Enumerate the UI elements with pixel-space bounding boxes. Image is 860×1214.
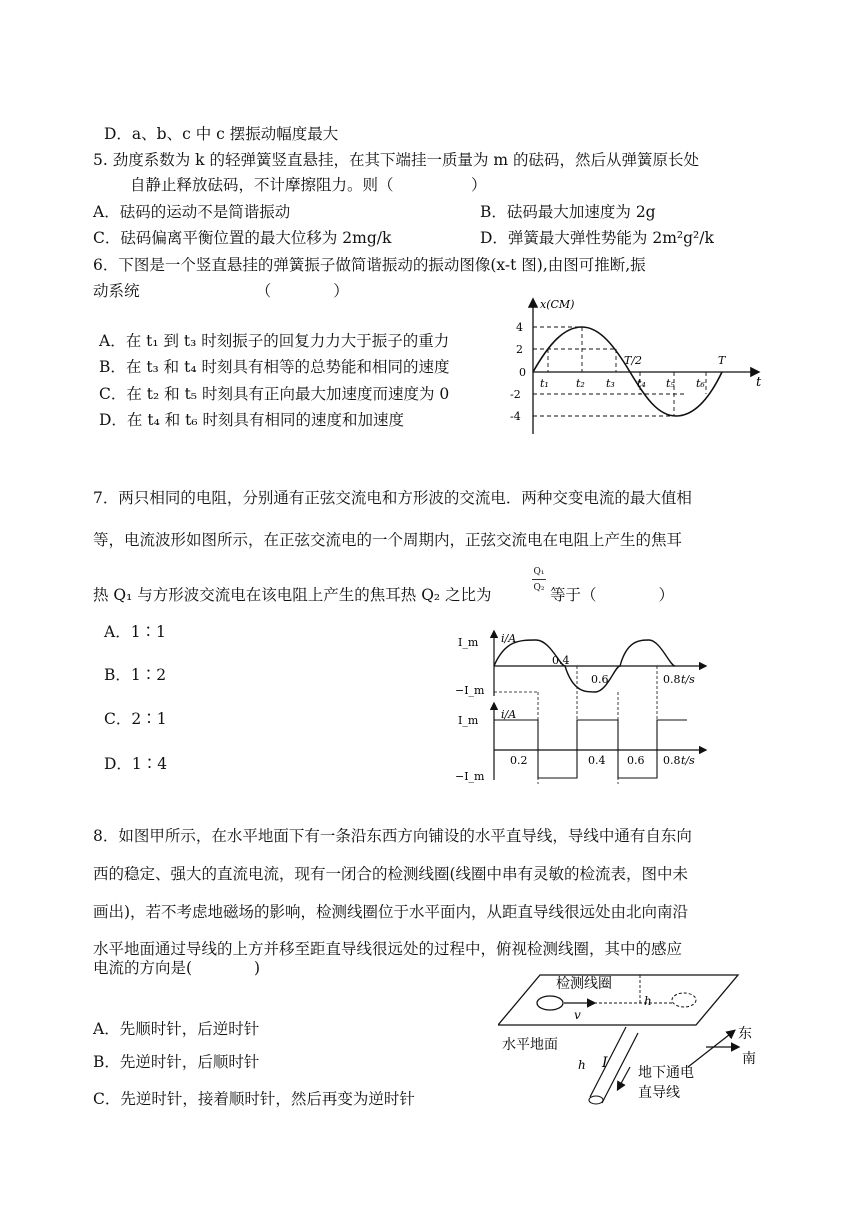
q7-ratio-denominator: Q₂ — [533, 583, 545, 593]
q8-ground-plane — [498, 975, 738, 1025]
q6-option-d: D．在 t₄ 和 t₆ 时刻具有相同的速度和加速度 — [99, 411, 405, 429]
q6-ytick-neg2: -2 — [510, 388, 521, 401]
q6-stem-line2: 动系统 （ ） — [93, 282, 349, 300]
q6-option-b: B．在 t₃ 和 t₄ 时刻具有相等的总势能和相同的速度 — [99, 358, 450, 376]
q7-square-wave — [494, 720, 687, 778]
q6-ytick-neg4: -4 — [510, 410, 521, 423]
q7-square-ylabel: i/A — [501, 708, 517, 721]
q8-current-arrow — [618, 1067, 630, 1089]
q6-xtick-t1: t₁ — [540, 377, 549, 390]
q8-v-label: v — [574, 1008, 581, 1022]
q6-stem-line1: 6．下图是一个竖直悬挂的弹簧振子做简谐振动的振动图像(x-t 图),由图可推断,振 — [93, 256, 646, 274]
q7-option-b: B．1∶2 — [104, 666, 167, 684]
q7-stem-line3b: 等于（ ） — [550, 586, 675, 604]
q7-ratio-bar — [532, 579, 546, 580]
q7-sine-im: I_m — [458, 636, 479, 649]
q8-option-c: C．先逆时针，接着顺时针，然后再变为逆时针 — [93, 1090, 415, 1108]
q7-square-xunit: t/s — [681, 754, 695, 767]
q8-current-label: I — [602, 1055, 608, 1071]
q7-sine-xunit: t/s — [681, 673, 695, 686]
q8-stem-line1: 8．如图甲所示，在水平地面下有一条沿东西方向铺设的水平直导线，导线中通有自东向 — [93, 827, 692, 845]
q6-period: T — [718, 354, 726, 367]
q7-square-tick-04: 0.4 — [588, 754, 606, 767]
q5-option-b: B．砝码最大加速度为 2g — [480, 203, 656, 221]
q8-east-arrow — [688, 1031, 734, 1067]
q7-ratio-numerator: Q₁ — [533, 567, 545, 577]
q8-wire — [589, 1027, 638, 1104]
q7-sine-tick-08: 0.8 — [663, 673, 681, 686]
q6-ytick-0: 0 — [519, 366, 526, 379]
q6-ylabel: x(CM) — [540, 298, 575, 311]
q6-option-c: C．在 t₂ 和 t₅ 时刻具有正向最大加速度而速度为 0 — [99, 385, 450, 403]
q5-stem-line1: 5. 劲度系数为 k 的轻弹簧竖直悬挂，在其下端挂一质量为 m 的砝码，然后从弹簧原长处 — [93, 151, 700, 169]
q8-stem-line3: 画出)，若不考虑地磁场的影响，检测线圈位于水平面内，从距直导线很远处由北向南沿 — [93, 903, 689, 921]
q5-option-c: C．砝码偏离平衡位置的最大位移为 2mg/k — [93, 229, 392, 247]
q5-option-d: D．弹簧最大弹性势能为 2m²g²/k — [480, 229, 714, 247]
q8-option-a: A．先顺时针，后逆时针 — [93, 1020, 260, 1038]
q7-square-tick-08: 0.8 — [663, 754, 681, 767]
q7-sine-neg-im: −I_m — [455, 684, 485, 697]
q6-xtick-t4: t₄ — [637, 377, 646, 390]
q6-option-a: A．在 t₁ 到 t₃ 时刻振子的回复力力大于振子的重力 — [99, 332, 450, 350]
q6-xtick-t3: t₃ — [606, 377, 615, 390]
q7-square-tick-06: 0.6 — [627, 754, 645, 767]
q7-square-neg-im: −I_m — [455, 770, 485, 783]
q8-stem-line2: 西的稳定、强大的直流电流，现有一闭合的检测线圈(线圈中串有灵敏的检流表，图中未 — [93, 865, 689, 883]
q6-ytick-4: 4 — [516, 321, 523, 334]
q6-xt-graph — [500, 292, 770, 437]
q7-current-graphs — [455, 628, 715, 784]
q6-half-period: T/2 — [624, 354, 643, 367]
q8-ground-label: 水平地面 — [502, 1037, 558, 1053]
q7-option-c: C．2∶1 — [104, 710, 167, 728]
q6-xtick-t6: t₆ — [696, 377, 705, 390]
q8-coil-dashed — [672, 993, 696, 1007]
q8-coil — [537, 996, 563, 1010]
q8-stem-line5: 电流的方向是( ) — [93, 959, 261, 977]
q8-option-b: B．先逆时针，后顺时针 — [93, 1053, 260, 1071]
q7-stem-line2: 等，电流波形如图所示，在正弦交流电的一个周期内，正弦交流电在电阻上产生的焦耳 — [93, 531, 683, 549]
q5-option-a: A．砝码的运动不是简谐振动 — [93, 203, 291, 221]
q4-option-d: D．a、b、c 中 c 摆振动幅度最大 — [104, 125, 339, 143]
q7-sine-ylabel: i/A — [501, 632, 517, 645]
q8-h-side: h — [578, 1058, 586, 1072]
q5-stem-line2: 自静止释放砝码，不计摩擦阻力。则（ ） — [130, 176, 487, 194]
q8-coil-label: 检测线圈 — [556, 976, 612, 992]
q7-square-tick-02: 0.2 — [510, 754, 528, 767]
q7-sine-tick-04: 0.4 — [552, 654, 570, 667]
q8-east-label: 东 — [738, 1026, 752, 1042]
q7-stem-line1: 7．两只相同的电阻，分别通有正弦交流电和方形波的交流电．两种交变电流的最大值相 — [93, 489, 692, 507]
q8-h-top: h — [644, 994, 652, 1008]
q8-coil-figure — [498, 965, 798, 1115]
q7-option-a: A．1∶1 — [104, 623, 166, 641]
q7-square-im: I_m — [458, 714, 479, 727]
q8-stem-line4: 水平地面通过导线的上方并移至距直导线很远处的过程中，俯视检测线圈，其中的感应 — [93, 940, 683, 958]
q8-south-label: 南 — [742, 1051, 756, 1067]
q6-xlabel: t — [756, 375, 762, 390]
q6-ytick-2: 2 — [516, 343, 523, 356]
q6-xtick-t5: t₅ — [666, 377, 675, 390]
q6-xtick-t2: t₂ — [576, 377, 585, 390]
q8-wire-label1: 地下通电 — [638, 1065, 694, 1081]
q7-option-d: D．1∶4 — [104, 755, 168, 773]
q7-stem-line3a: 热 Q₁ 与方形波交流电在该电阻上产生的焦耳热 Q₂ 之比为 — [93, 586, 492, 604]
q7-sine-tick-06: 0.6 — [591, 673, 609, 686]
q8-wire-label2: 直导线 — [638, 1085, 680, 1101]
